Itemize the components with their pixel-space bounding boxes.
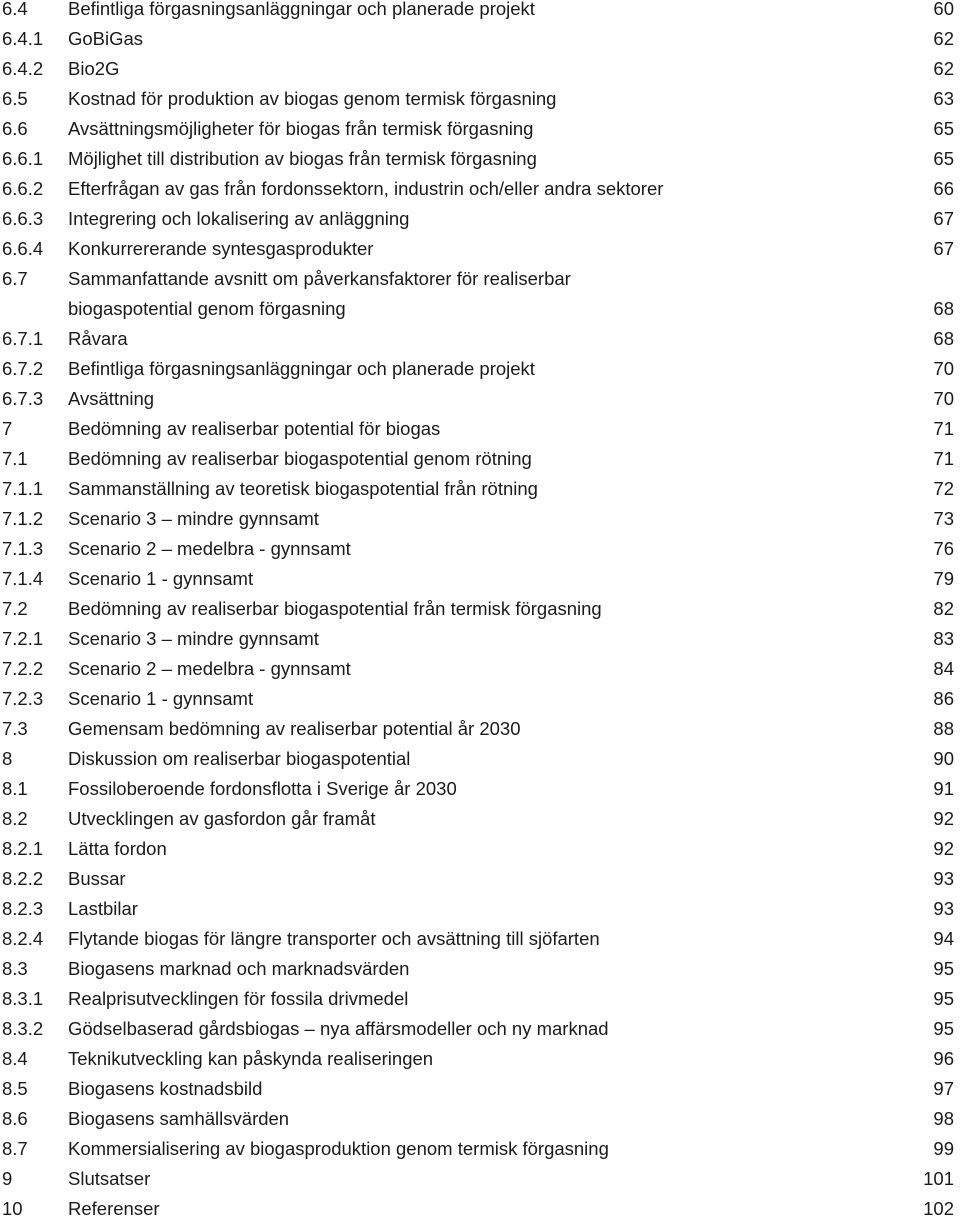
toc-entry-number: 8.6 bbox=[2, 1108, 28, 1129]
toc-entry-title: Scenario 1 - gynnsamt bbox=[68, 568, 254, 589]
toc-entry-page: 92 bbox=[933, 808, 954, 829]
toc-entry-title: Kostnad för produktion av biogas genom termisk förgasning bbox=[68, 88, 557, 109]
toc-entry-number: 7.2.1 bbox=[2, 628, 44, 649]
toc-entry-number: 9 bbox=[2, 1168, 13, 1189]
toc-entry[interactable] bbox=[0, 264, 960, 324]
toc-entry[interactable] bbox=[0, 1044, 960, 1074]
toc-entry-title: Bedömning av realiserbar biogaspotential genom rötning bbox=[68, 448, 532, 469]
toc-entry[interactable] bbox=[0, 954, 960, 984]
toc-entry-number: 7.1.1 bbox=[2, 478, 44, 499]
toc-entry-title: Scenario 2 – medelbra - gynnsamt bbox=[68, 538, 351, 559]
toc-entry-title: Flytande biogas för längre transporter och avsättning till sjöfarten bbox=[68, 928, 600, 949]
toc-entry-number: 8.2.1 bbox=[2, 838, 44, 859]
toc-entry-number: 8.3 bbox=[2, 958, 28, 979]
toc-entry-title: Befintliga förgasningsanläggningar och planerade projekt bbox=[68, 358, 535, 379]
toc-entry-page: 93 bbox=[933, 898, 954, 919]
toc-entry[interactable] bbox=[0, 804, 960, 834]
toc-entry-number: 6.6.1 bbox=[2, 148, 44, 169]
toc-entry-page: 67 bbox=[933, 238, 954, 259]
toc-entry[interactable] bbox=[0, 894, 960, 924]
toc-entry-page: 82 bbox=[933, 598, 954, 619]
toc-entry[interactable] bbox=[0, 624, 960, 654]
toc-entry-number: 6.6 bbox=[2, 118, 28, 139]
toc-entry-page: 65 bbox=[933, 148, 954, 169]
toc-entry-page: 79 bbox=[933, 568, 954, 589]
toc-entry-title: Scenario 1 - gynnsamt bbox=[68, 688, 254, 709]
toc-entry[interactable] bbox=[0, 474, 960, 504]
toc-entry[interactable] bbox=[0, 534, 960, 564]
toc-entry[interactable] bbox=[0, 234, 960, 264]
toc-entry-title: Fossiloberoende fordonsflotta i Sverige år 2030 bbox=[68, 778, 457, 799]
toc-entry-page: 95 bbox=[933, 1018, 954, 1039]
toc-entry-page: 63 bbox=[933, 88, 954, 109]
toc-entry-page: 90 bbox=[933, 748, 954, 769]
toc-entry-title: Slutsatser bbox=[68, 1168, 151, 1189]
toc-entry-title: Avsättning bbox=[68, 388, 155, 409]
toc-entry-title: Möjlighet till distribution av biogas från termisk förgasning bbox=[68, 148, 537, 169]
toc-entry-number: 6.7 bbox=[2, 268, 28, 289]
toc-entry[interactable] bbox=[0, 1134, 960, 1164]
toc-entry-number: 8.2.3 bbox=[2, 898, 44, 919]
toc-entry[interactable] bbox=[0, 1014, 960, 1044]
toc-entry[interactable] bbox=[0, 834, 960, 864]
toc-entry-title: Scenario 3 – mindre gynnsamt bbox=[68, 628, 319, 649]
toc-entry-number: 6.6.4 bbox=[2, 238, 44, 259]
toc-entry-page: 65 bbox=[933, 118, 954, 139]
toc-entry-title: Gemensam bedömning av realiserbar potential år 2030 bbox=[68, 718, 521, 739]
toc-entry[interactable] bbox=[0, 1164, 960, 1194]
toc-entry-number: 8.2.2 bbox=[2, 868, 44, 889]
toc-entry-number: 6.7.3 bbox=[2, 388, 44, 409]
toc-entry-page: 93 bbox=[933, 868, 954, 889]
toc-entry[interactable] bbox=[0, 684, 960, 714]
toc-entry-number: 7.2.2 bbox=[2, 658, 44, 679]
toc-entry-page: 73 bbox=[933, 508, 954, 529]
toc-entry-title: GoBiGas bbox=[68, 28, 144, 49]
toc-entry-page: 68 bbox=[933, 328, 954, 349]
toc-entry-page: 70 bbox=[933, 358, 954, 379]
toc-entry-number: 7.1.4 bbox=[2, 568, 44, 589]
toc-entry[interactable] bbox=[0, 414, 960, 444]
toc-entry-title: Diskussion om realiserbar biogaspotential bbox=[68, 748, 411, 769]
toc-entry-number: 7.2 bbox=[2, 598, 28, 619]
toc-entry-number: 7.1.3 bbox=[2, 538, 44, 559]
toc-entry-number: 8.3.1 bbox=[2, 988, 44, 1009]
toc-entry-page: 92 bbox=[933, 838, 954, 859]
toc-entry-page: 67 bbox=[933, 208, 954, 229]
toc-entry-title: Efterfrågan av gas från fordonssektorn, industrin och/eller andra sektorer bbox=[68, 178, 664, 199]
toc-entry-title: Avsättningsmöjligheter för biogas från termisk förgasning bbox=[68, 118, 534, 139]
toc-entry-title: Kommersialisering av biogasproduktion genom termisk förgasning bbox=[68, 1138, 609, 1159]
toc-entry-page: 95 bbox=[933, 988, 954, 1009]
toc-entry-number: 8.2 bbox=[2, 808, 28, 829]
toc-entry-page: 99 bbox=[933, 1138, 954, 1159]
toc-entry-number: 6.4 bbox=[2, 0, 28, 19]
toc-entry[interactable] bbox=[0, 384, 960, 414]
toc-entry-number: 8.4 bbox=[2, 1048, 28, 1069]
toc-entry[interactable] bbox=[0, 354, 960, 384]
toc-entry[interactable] bbox=[0, 144, 960, 174]
toc-entry-title: Bio2G bbox=[68, 58, 120, 79]
toc-entry-title: Teknikutveckling kan påskynda realiseringen bbox=[68, 1048, 434, 1069]
toc-entry-number: 6.7.1 bbox=[2, 328, 44, 349]
toc-entry-title: Biogasens samhällsvärden bbox=[68, 1108, 290, 1129]
toc-entry-title: Sammanställning av teoretisk biogaspotential från rötning bbox=[68, 478, 538, 499]
toc-entry-title: Gödselbaserad gårdsbiogas – nya affärsmodeller och ny marknad bbox=[68, 1018, 609, 1039]
toc-entry[interactable] bbox=[0, 1104, 960, 1134]
toc-entry[interactable] bbox=[0, 564, 960, 594]
toc-entry-title: Biogasens kostnadsbild bbox=[68, 1078, 263, 1099]
toc-entry-title: Integrering och lokalisering av anläggning bbox=[68, 208, 410, 229]
toc-entry-number: 7.2.3 bbox=[2, 688, 44, 709]
toc-entry[interactable] bbox=[0, 84, 960, 114]
toc-entry-title: Sammanfattande avsnitt om påverkansfaktorer för realiserbar biogaspotential genom förgasning bbox=[68, 268, 571, 319]
toc-entry-title: Utvecklingen av gasfordon går framåt bbox=[68, 808, 376, 829]
toc-entry-number: 8.7 bbox=[2, 1138, 28, 1159]
toc-entry-page: 76 bbox=[933, 538, 954, 559]
toc-entry-title: Referenser bbox=[68, 1198, 160, 1219]
toc-entry-number: 7.1 bbox=[2, 448, 28, 469]
toc-entry[interactable] bbox=[0, 654, 960, 684]
toc-entry[interactable] bbox=[0, 324, 960, 354]
toc-entry-title: Bussar bbox=[68, 868, 126, 889]
toc-entry-page: 91 bbox=[933, 778, 954, 799]
toc-entry-number: 6.7.2 bbox=[2, 358, 44, 379]
toc-entry-title: Befintliga förgasningsanläggningar och planerade projekt bbox=[68, 0, 535, 19]
toc-entry-page: 84 bbox=[933, 658, 954, 679]
toc-entry[interactable] bbox=[0, 174, 960, 204]
toc-entry-number: 6.6.2 bbox=[2, 178, 44, 199]
toc-entry-number: 6.4.2 bbox=[2, 58, 44, 79]
toc-entry-number: 6.5 bbox=[2, 88, 28, 109]
toc-entry-page: 62 bbox=[933, 28, 954, 49]
toc-entry-page: 60 bbox=[933, 0, 954, 19]
toc-entry-page: 101 bbox=[923, 1168, 954, 1189]
toc-entry-title: Bedömning av realiserbar potential för biogas bbox=[68, 418, 441, 439]
toc-entry-number: 6.6.3 bbox=[2, 208, 44, 229]
toc-entry-number: 8.1 bbox=[2, 778, 28, 799]
toc-entry[interactable] bbox=[0, 594, 960, 624]
toc-entry-number: 7.1.2 bbox=[2, 508, 44, 529]
toc-entry-title: Konkurrererande syntesgasprodukter bbox=[68, 238, 374, 259]
toc-entry[interactable] bbox=[0, 774, 960, 804]
toc-entry[interactable] bbox=[0, 444, 960, 474]
toc-entry[interactable] bbox=[0, 0, 960, 24]
toc-entry-title: Lätta fordon bbox=[68, 838, 167, 859]
toc-entry[interactable] bbox=[0, 984, 960, 1014]
toc-entry-number: 8.2.4 bbox=[2, 928, 44, 949]
toc-entry[interactable] bbox=[0, 24, 960, 54]
toc-entry[interactable] bbox=[0, 114, 960, 144]
toc-entry[interactable] bbox=[0, 744, 960, 774]
toc-entry[interactable] bbox=[0, 54, 960, 84]
toc-entry-title: Scenario 2 – medelbra - gynnsamt bbox=[68, 658, 351, 679]
toc-entry-number: 8.5 bbox=[2, 1078, 28, 1099]
toc-entry-page: 97 bbox=[933, 1078, 954, 1099]
toc-entry-page: 70 bbox=[933, 388, 954, 409]
toc-entry-number: 6.4.1 bbox=[2, 28, 44, 49]
toc-entry-page: 68 bbox=[933, 298, 954, 319]
toc-entry-title: Biogasens marknad och marknadsvärden bbox=[68, 958, 410, 979]
toc-entry-title: Råvara bbox=[68, 328, 128, 349]
toc-entry[interactable] bbox=[0, 204, 960, 234]
toc-entry[interactable] bbox=[0, 1074, 960, 1104]
toc-entry[interactable] bbox=[0, 924, 960, 954]
toc-entry-page: 96 bbox=[933, 1048, 954, 1069]
toc-entry[interactable] bbox=[0, 504, 960, 534]
toc-entry-page: 94 bbox=[933, 928, 954, 949]
toc-entry-page: 66 bbox=[933, 178, 954, 199]
toc-entry-page: 71 bbox=[933, 418, 954, 439]
toc-entry-title: Lastbilar bbox=[68, 898, 138, 919]
toc-entry-number: 10 bbox=[2, 1198, 23, 1219]
toc-entry-title: Bedömning av realiserbar biogaspotential från termisk förgasning bbox=[68, 598, 602, 619]
toc-entry-title: Realprisutvecklingen för fossila drivmedel bbox=[68, 988, 409, 1009]
toc-entry-number: 7.3 bbox=[2, 718, 28, 739]
toc-entry-page: 95 bbox=[933, 958, 954, 979]
toc-entry-page: 88 bbox=[933, 718, 954, 739]
toc-entry-title: Scenario 3 – mindre gynnsamt bbox=[68, 508, 319, 529]
toc-entry-page: 86 bbox=[933, 688, 954, 709]
toc-entry-page: 72 bbox=[933, 478, 954, 499]
toc-entry[interactable] bbox=[0, 714, 960, 744]
toc-entry-page: 62 bbox=[933, 58, 954, 79]
toc-entry-number: 8 bbox=[2, 748, 13, 769]
toc-entry-page: 71 bbox=[933, 448, 954, 469]
toc-entry-page: 98 bbox=[933, 1108, 954, 1129]
toc-entry-page: 83 bbox=[933, 628, 954, 649]
toc-entry[interactable] bbox=[0, 864, 960, 894]
toc-entry-number: 7 bbox=[2, 418, 13, 439]
toc-entry-page: 102 bbox=[923, 1198, 954, 1219]
toc-entry-number: 8.3.2 bbox=[2, 1018, 44, 1039]
